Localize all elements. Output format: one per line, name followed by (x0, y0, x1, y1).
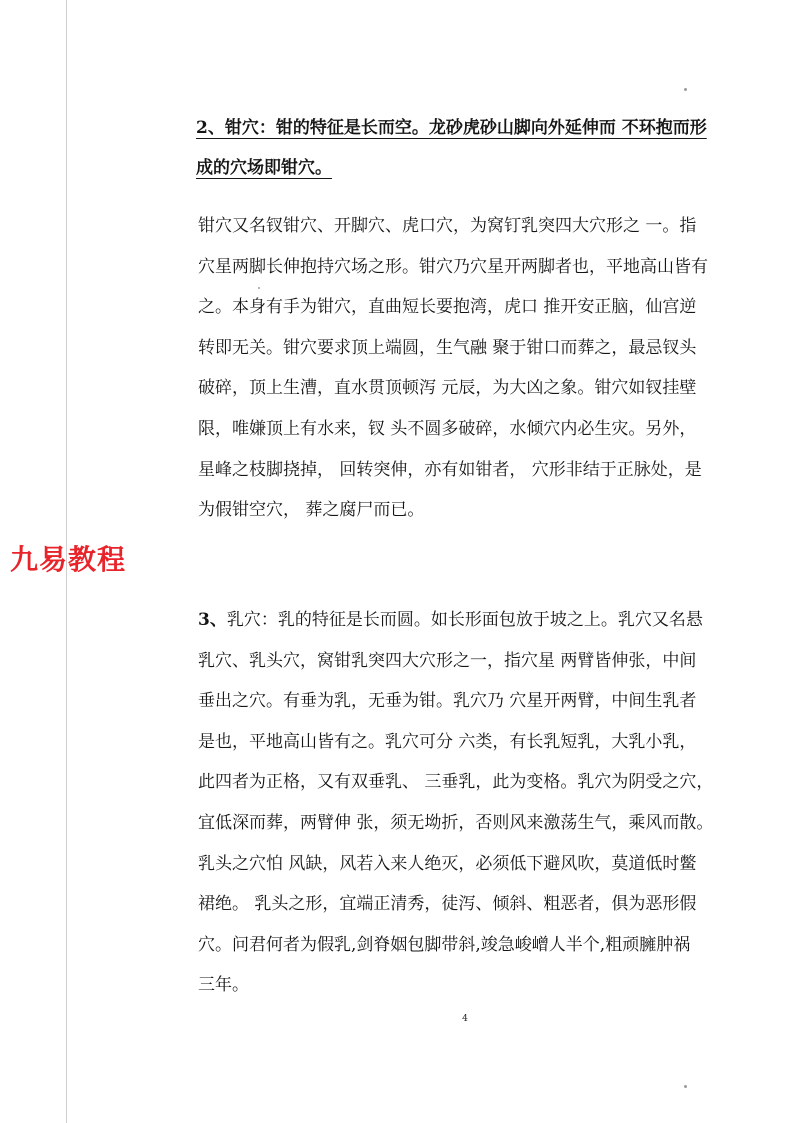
paragraph-line: 穴星两脚长伸抱持穴场之形。钳穴乃穴星开两脚者也，平地高山皆有 (198, 256, 708, 277)
paragraph-line: 限，唯嫌顶上有水来，钗 头不圆多破碎，水倾穴内必生灾。另外， (198, 418, 697, 439)
paragraph-line: 垂出之穴。有垂为乳，无垂为钳。乳穴乃 穴星开两臂，中间生乳者 (198, 691, 697, 712)
paragraph-line: 此四者为正格，又有双垂乳、 三垂乳，此为变格。乳穴为阴受之穴， (198, 772, 714, 793)
paragraph-line: 转即无关。钳穴要求顶上端圆，生气融 聚于钳口而葬之，最忌钗头 (198, 337, 697, 358)
watermark-label: 九易教程 (10, 543, 127, 576)
paragraph-line: 钳穴又名钗钳穴、开脚穴、虎口穴，为窝钉乳突四大穴形之 一。指 (198, 216, 697, 236)
scan-speck (684, 88, 687, 91)
paragraph-line: 裙绝。 乳头之形，宜端正清秀，徒泻、倾斜、粗恶者，俱为恶形假 (198, 894, 697, 915)
paragraph-line: 破碎，顶上生漕，直水贯顶顿泻 元辰，为大凶之象。钳穴如钗挂壁 (198, 378, 697, 399)
paragraph-line: 为假钳空穴， 葬之腐尸而已。 (198, 500, 425, 521)
section-2-heading (196, 108, 736, 188)
paragraph-line: 星峰之枝脚挠掉， 回转突伸，亦有如钳者， 穴形非结于正脉处，是 (198, 459, 702, 480)
section-3-number: 3、 (198, 610, 227, 630)
paragraph-line: 之。本身有手为钳穴，直曲短长要抱湾，虎口 推开安正脑，仙宫逆 (198, 297, 697, 318)
scan-speck (684, 1085, 687, 1088)
section-2-paragraph (198, 206, 738, 531)
heading-line: 2、钳穴：钳的特征是长而空。龙砂虎砂山脚向外延伸而 不环抱而形 (196, 118, 707, 138)
paragraph-line: 乳头之穴怕 风缺，风若入来人绝灭，必须低下避风吹，莫道低时鳖 (198, 853, 697, 874)
paragraph-line (198, 600, 738, 641)
paragraph-line: 穴。问君何者为假乳,剑脊姻包脚带斜,竣急峻嶒人半个,粗顽臃肿祸 (198, 934, 691, 955)
scan-speck (258, 287, 260, 289)
paragraph-line: 是也，平地高山皆有之。乳穴可分 六类，有长乳短乳，大乳小乳， (198, 731, 697, 752)
paragraph-line: 宜低深而葬，两臂伸 张，须无坳折，否则风来激荡生气，乘风而散。 (198, 812, 714, 833)
paragraph-line-text: 乳穴：乳的特征是长而圆。如长形面包放于坡之上。乳穴又名悬 (226, 610, 703, 630)
paragraph-line: 三年。 (198, 975, 249, 996)
page-number: 4 (462, 1014, 468, 1024)
section-3-paragraph (198, 600, 738, 1006)
paragraph-line: 乳穴、乳头穴，窝钳乳突四大穴形之一，指穴星 两臂皆伸张，中间 (198, 650, 697, 671)
heading-line: 成的穴场即钳穴。 (196, 158, 332, 178)
